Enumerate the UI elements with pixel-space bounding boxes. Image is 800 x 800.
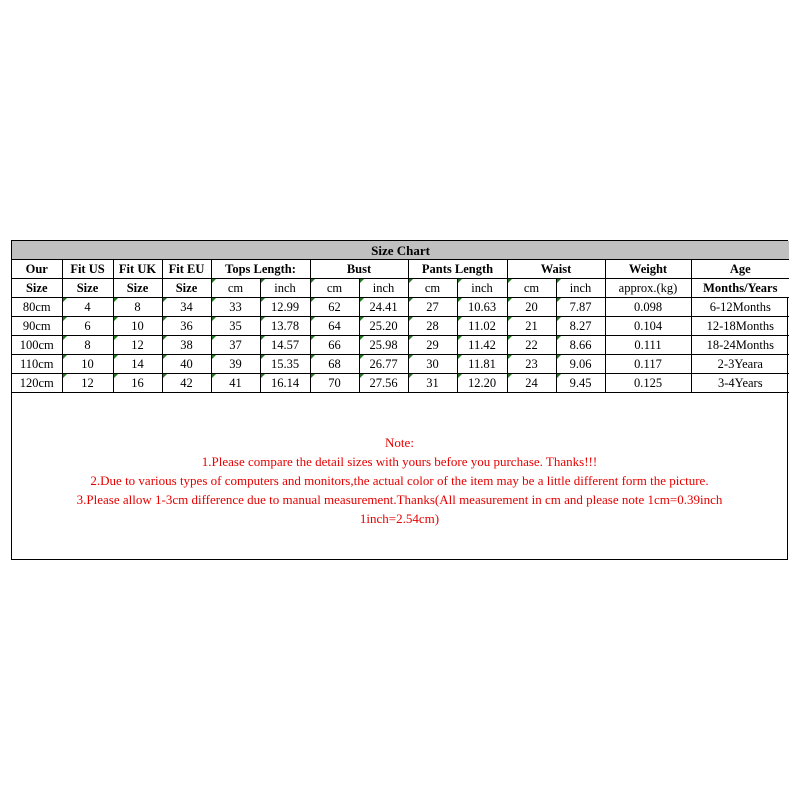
table-cell: 7.87 [556,298,605,317]
table-cell: 8 [113,298,162,317]
table-title: Size Chart [12,241,789,260]
table-cell: 10 [62,355,113,374]
table-cell: 62 [310,298,359,317]
table-cell: 30 [408,355,457,374]
table-cell: 25.98 [359,336,408,355]
subheader-size: Size [162,279,211,298]
subheader-inch: inch [260,279,310,298]
table-cell: 66 [310,336,359,355]
subheader-weight-unit: approx.(kg) [605,279,691,298]
table-cell: 11.81 [457,355,507,374]
table-cell: 10.63 [457,298,507,317]
header-pants-length: Pants Length [408,260,507,279]
subheader-inch: inch [556,279,605,298]
table-cell: 6 [62,317,113,336]
table-cell: 22 [507,336,556,355]
table-cell: 0.111 [605,336,691,355]
note-line: 2.Due to various types of computers and monitors,the actual color of the item may be a little different form the picture. [90,473,709,488]
note-block [12,433,787,528]
table-row [12,374,789,393]
table-cell: 10 [113,317,162,336]
table-cell: 68 [310,355,359,374]
table-cell: 6-12Months [691,298,789,317]
subheader-cm: cm [507,279,556,298]
table-cell: 12 [62,374,113,393]
table-cell: 24.41 [359,298,408,317]
table-cell: 4 [62,298,113,317]
table-cell: 26.77 [359,355,408,374]
note-line: 3.Please allow 1-3cm difference due to manual measurement.Thanks(All measurement in cm and please note 1cm=0.39inch [76,492,723,507]
table-cell: 14.57 [260,336,310,355]
note-heading: Note: [385,435,414,450]
header-waist: Waist [507,260,605,279]
header-fit-eu: Fit EU [162,260,211,279]
subheader-cm: cm [211,279,260,298]
table-cell: 8 [62,336,113,355]
table-cell: 29 [408,336,457,355]
table-cell: 28 [408,317,457,336]
table-cell: 9.06 [556,355,605,374]
table-cell: 18-24Months [691,336,789,355]
table-cell: 36 [162,317,211,336]
table-cell: 25.20 [359,317,408,336]
table-cell: 64 [310,317,359,336]
table-cell: 12.20 [457,374,507,393]
table-cell: 120cm [12,374,62,393]
table-row [12,355,789,374]
table-cell: 8.27 [556,317,605,336]
table-cell: 31 [408,374,457,393]
table-cell: 90cm [12,317,62,336]
note-line: 1.Please compare the detail sizes with yours before you purchase. Thanks!!! [201,454,598,469]
table-cell: 23 [507,355,556,374]
table-cell: 11.02 [457,317,507,336]
table-cell: 33 [211,298,260,317]
table-cell: 20 [507,298,556,317]
table-cell: 24 [507,374,556,393]
table-cell: 34 [162,298,211,317]
subheader-inch: inch [359,279,408,298]
table-cell: 40 [162,355,211,374]
table-cell: 9.45 [556,374,605,393]
subheader-months-years: Months/Years [691,279,789,298]
table-row [12,317,789,336]
table-row [12,336,789,355]
table-cell: 16.14 [260,374,310,393]
size-chart-sheet [11,240,788,560]
table-cell: 21 [507,317,556,336]
header-weight: Weight [605,260,691,279]
header-tops-length: Tops Length: [211,260,310,279]
subheader-inch: inch [457,279,507,298]
table-cell: 42 [162,374,211,393]
table-cell: 27 [408,298,457,317]
table-cell: 37 [211,336,260,355]
table-cell: 3-4Years [691,374,789,393]
table-cell: 8.66 [556,336,605,355]
table-cell: 100cm [12,336,62,355]
subheader-size: Size [12,279,62,298]
table-cell: 27.56 [359,374,408,393]
note-line: 1inch=2.54cm) [359,511,440,526]
table-cell: 110cm [12,355,62,374]
table-cell: 41 [211,374,260,393]
table-cell: 0.117 [605,355,691,374]
size-chart-table [12,241,789,393]
table-cell: 13.78 [260,317,310,336]
subheader-cm: cm [310,279,359,298]
table-cell: 2-3Yeara [691,355,789,374]
table-cell: 0.125 [605,374,691,393]
table-cell: 38 [162,336,211,355]
table-cell: 12 [113,336,162,355]
header-bust: Bust [310,260,408,279]
table-cell: 11.42 [457,336,507,355]
table-cell: 0.104 [605,317,691,336]
header-age: Age [691,260,789,279]
table-cell: 12.99 [260,298,310,317]
header-fit-uk: Fit UK [113,260,162,279]
table-cell: 39 [211,355,260,374]
subheader-size: Size [62,279,113,298]
table-cell: 70 [310,374,359,393]
table-cell: 14 [113,355,162,374]
table-cell: 35 [211,317,260,336]
subheader-cm: cm [408,279,457,298]
table-cell: 16 [113,374,162,393]
subheader-size: Size [113,279,162,298]
table-row [12,298,789,317]
header-fit-us: Fit US [62,260,113,279]
header-our: Our [12,260,62,279]
table-cell: 12-18Months [691,317,789,336]
table-cell: 80cm [12,298,62,317]
table-cell: 0.098 [605,298,691,317]
table-cell: 15.35 [260,355,310,374]
